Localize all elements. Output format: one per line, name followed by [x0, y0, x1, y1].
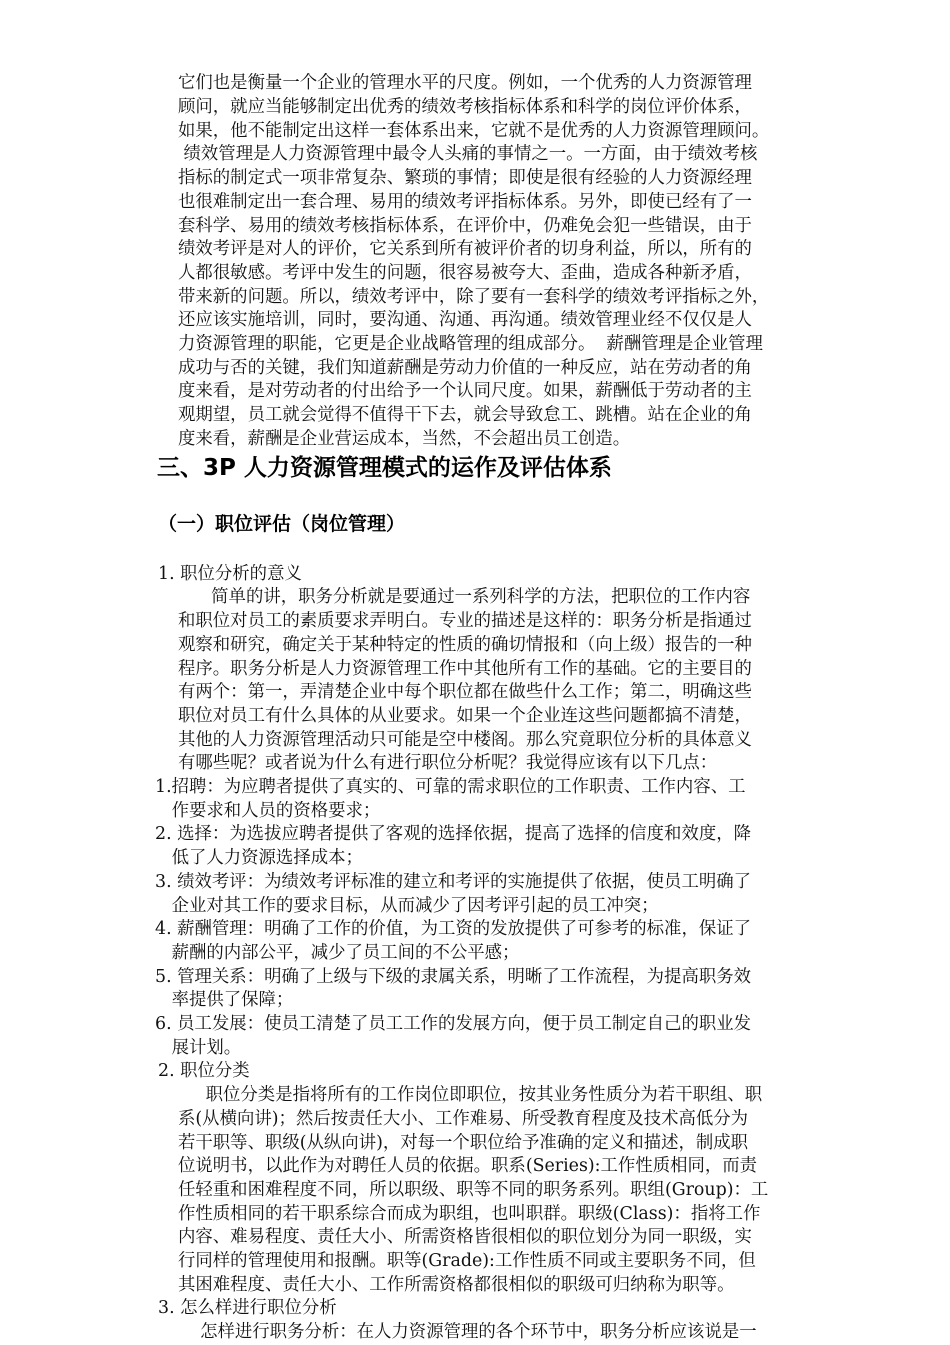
- text-line: 怎样进行职务分析：在人力资源管理的各个环节中，职务分析应该说是一: [178, 1322, 757, 1343]
- text-line: 行同样的管理使用和报酬。职等(Grade):工作性质不同或主要职务不同，但: [178, 1251, 756, 1271]
- text-line: 它们也是衡量一个企业的管理水平的尺度。例如，一个优秀的人力资源管理: [178, 73, 752, 94]
- item-title: 1. 职位分析的意义: [158, 563, 302, 584]
- list-item: 薪酬的内部公平，减少了员工间的不公平感；: [155, 942, 520, 963]
- text-line: 职位对员工有什么具体的从业要求。如果一个企业连这些问题都搞不清楚，: [178, 705, 752, 726]
- text-line: 观察和研究，确定关于某种特定的性质的确切情报和（向上级）报告的一种: [178, 634, 752, 655]
- list-item: 3. 绩效考评：为绩效考评标准的建立和考评的实施提供了依据，使员工明确了: [155, 871, 752, 892]
- text-line: 也很难制定出一套合理、易用的绩效考评指标体系。另外，即使已经有了一: [178, 191, 752, 212]
- section-heading: 三、3P 人力资源管理模式的运作及评估体系: [157, 454, 612, 481]
- text-line: 程序。职务分析是人力资源管理工作中其他所有工作的基础。它的主要目的: [178, 658, 752, 679]
- text-line: 简单的讲，职务分析就是要通过一系列科学的方法，把职位的工作内容: [178, 587, 751, 608]
- text-line: 绩效管理是人力资源管理中最令人头痛的事情之一。一方面，由于绩效考核: [178, 144, 758, 165]
- list-item: 企业对其工作的要求目标，从而减少了因考评引起的员工冲突；: [155, 895, 659, 916]
- text-line: 如果，他不能制定出这样一套体系出来，它就不是优秀的人力资源管理顾问。: [178, 120, 770, 141]
- list-item: 5. 管理关系：明确了上级与下级的隶属关系，明晰了工作流程，为提高职务效: [155, 966, 752, 987]
- text-line: 绩效考评是对人的评价，它关系到所有被评价者的切身利益，所以，所有的: [178, 239, 752, 260]
- text-line: 人都很敏感。考评中发生的问题，很容易被夸大、歪曲，造成各种新矛盾，: [178, 262, 752, 283]
- list-item: 4. 薪酬管理：明确了工作的价值，为工资的发放提供了可参考的标准，保证了: [155, 919, 752, 940]
- text-line: 度来看，薪酬是企业营运成本，当然，不会超出员工创造。: [178, 428, 631, 449]
- text-line: 任轻重和困难程度不同，所以职级、职等不同的职务系列。职组(Group)：工: [178, 1179, 769, 1200]
- text-line: 系(从横向讲)；然后按责任大小、工作难易、所受教育程度及技术高低分为: [178, 1108, 749, 1129]
- text-line: 位说明书，以此作为对聘任人员的依据。职系(Series):工作性质相同，而责: [178, 1156, 758, 1177]
- text-line: 职位分类是指将所有的工作岗位即职位，按其业务性质分为若干职组、职: [178, 1085, 763, 1106]
- text-line: 内容、难易程度、责任大小、所需资格皆很相似的职位划分为同一职级，实: [178, 1227, 752, 1248]
- text-line: 作性质相同的若干职系综合而成为职组，也叫职群。职级(Class)：指将工作: [178, 1203, 761, 1224]
- text-line: 套科学、易用的绩效考核指标体系，在评价中，仍难免会犯一些错误，由于: [178, 215, 752, 236]
- text-line: 若干职等、职级(从纵向讲)，对每一个职位给予准确的定义和描述，制成职: [178, 1132, 749, 1153]
- text-line: 度来看，是对劳动者的付出给予一个认同尺度。如果，薪酬低于劳动者的主: [178, 381, 752, 402]
- list-item: 率提供了保障；: [155, 990, 294, 1011]
- list-item: 1.招聘：为应聘者提供了真实的、可靠的需求职位的工作职责、工作内容、工: [155, 777, 746, 797]
- list-item: 2. 选择：为选拔应聘者提供了客观的选择依据，提高了选择的信度和效度，降: [155, 824, 752, 845]
- text-line: 成功与否的关键，我们知道薪酬是劳动力价值的一种反应，站在劳动者的角: [178, 357, 752, 378]
- text-line: 和职位对员工的素质要求弄明白。专业的描述是这样的：职务分析是指通过: [178, 611, 752, 632]
- list-item: 6. 员工发展：使员工清楚了员工工作的发展方向，便于员工制定自己的职业发: [155, 1014, 752, 1034]
- list-item: 展计划。: [155, 1037, 242, 1058]
- text-line: 有两个：第一，弄清楚企业中每个职位都在做些什么工作；第二，明确这些: [178, 682, 752, 703]
- subsection-heading: （一）职位评估（岗位管理）: [158, 512, 406, 535]
- item-title: 3. 怎么样进行职位分析: [158, 1298, 337, 1319]
- text-line: 指标的制定式一项非常复杂、繁琐的事情；即使是很有经验的人力资源经理: [178, 168, 752, 189]
- text-line: 其他的人力资源管理活动只可能是空中楼阁。那么究竟职位分析的具体意义: [178, 729, 752, 750]
- list-item: 作要求和人员的资格要求；: [155, 800, 381, 821]
- text-line: 顾问，就应当能够制定出优秀的绩效考核指标体系和科学的岗位评价体系，: [178, 97, 752, 117]
- text-line: 力资源管理的职能，它更是企业战略管理的组成部分。 薪酬管理是企业管理: [178, 334, 763, 354]
- text-line: 有哪些呢？或者说为什么有进行职位分析呢？我觉得应该有以下几点：: [178, 753, 718, 774]
- text-line: 其困难程度、责任大小、工作所需资格都很相似的职级可归纳称为职等。: [178, 1274, 735, 1295]
- text-line: 还应该实施培训，同时，要沟通、沟通、再沟通。绩效管理业经不仅仅是人: [178, 310, 752, 331]
- list-item: 低了人力资源选择成本；: [155, 848, 363, 869]
- text-line: 观期望，员工就会觉得不值得干下去，就会导致怠工、跳槽。站在企业的角: [178, 405, 752, 426]
- item-title: 2. 职位分类: [158, 1061, 250, 1082]
- text-line: 带来新的问题。所以，绩效考评中，除了要有一套科学的绩效考评指标之外，: [178, 286, 770, 307]
